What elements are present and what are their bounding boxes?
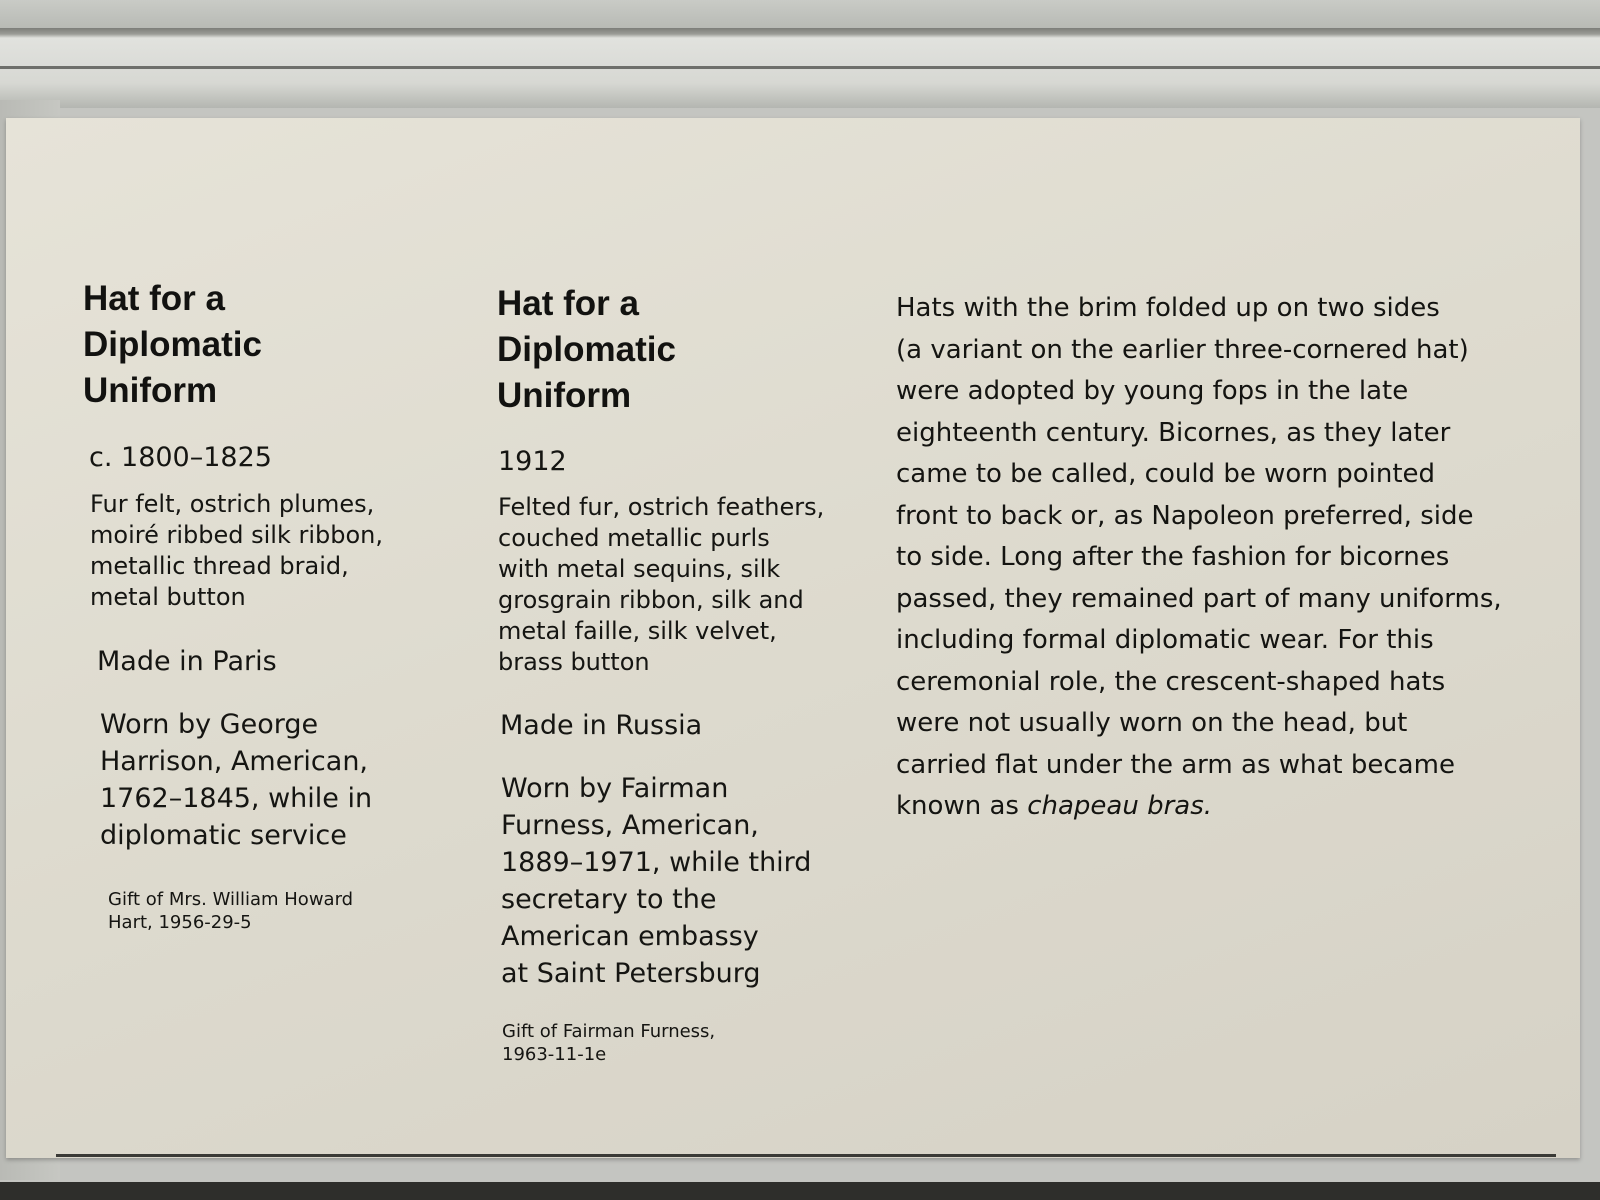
object-place-of-origin: Made in Paris [97, 646, 277, 677]
object-title: Hat for a Diplomatic Uniform [83, 279, 262, 410]
object-date: c. 1800–1825 [89, 442, 272, 473]
interpretive-essay [896, 288, 1586, 828]
wall-background [0, 0, 1600, 30]
label-column-1 [83, 276, 443, 414]
ledge-edge-line [0, 66, 1600, 69]
floor-strip [0, 1182, 1600, 1200]
object-credit-line: Gift of Fairman Furness, 1963-11-1e [502, 1021, 716, 1065]
object-provenance: Worn by Fairman Furness, American, 1889–1971, while third secretary to the American embassy at Saint Petersburg [501, 773, 812, 989]
object-medium: Fur felt, ostrich plumes, moiré ribbed silk ribbon, metallic thread braid, metal button [90, 490, 383, 611]
essay-text: Hats with the brim folded up on two sides (a variant on the earlier three-cornered hat) were adopted by young fops in the late eighteenth century. Bicornes, as they later came to be called, could be worn pointed front to back or, as Napoleon preferred, side to side. Long after the fashion for bicornes passed, they remained part of many uniforms, including formal diplomatic wear. For this ceremonial role, the crescent-shaped hats were not usually worn on the head, but carried flat under the arm as what became known as [896, 293, 1502, 821]
panel-bottom-edge [56, 1154, 1556, 1157]
object-credit-line: Gift of Mrs. William Howard Hart, 1956-29-5 [108, 889, 354, 933]
object-provenance: Worn by George Harrison, American, 1762–1845, while in diplomatic service [100, 709, 373, 851]
object-date: 1912 [498, 446, 567, 477]
label-column-2 [497, 281, 857, 419]
object-title: Hat for a Diplomatic Uniform [497, 284, 676, 415]
object-medium: Felted fur, ostrich feathers, couched metallic purls with metal sequins, silk grosgrain ribbon, silk and metal faille, silk velvet, brass button [498, 493, 825, 676]
essay-italic-term: chapeau bras. [1027, 791, 1213, 821]
object-place-of-origin: Made in Russia [500, 710, 703, 741]
